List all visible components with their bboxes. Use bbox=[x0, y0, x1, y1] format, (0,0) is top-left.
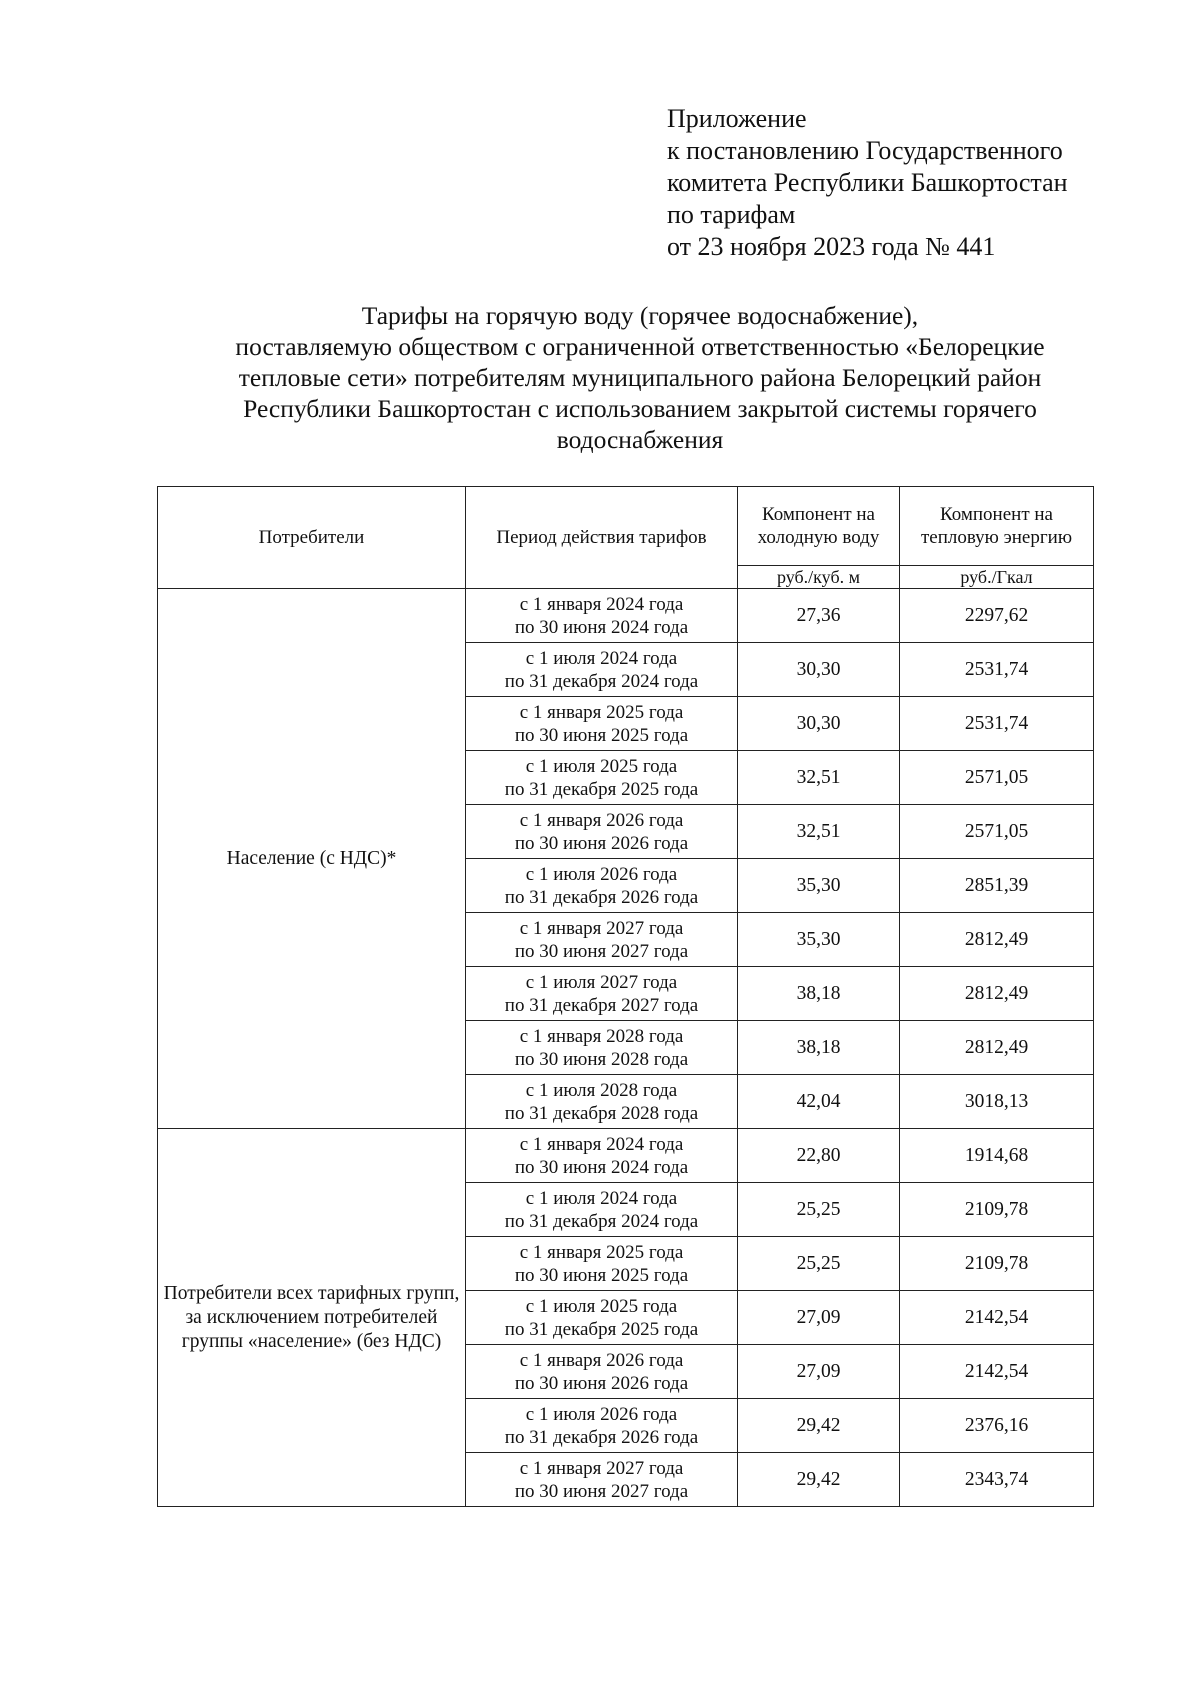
period-to: по 31 декабря 2024 года bbox=[504, 1210, 699, 1232]
appendix-line: по тарифам bbox=[667, 200, 796, 229]
consumer-group-cell: Население (с НДС)* bbox=[158, 589, 466, 1129]
cold-water-value: 29,42 bbox=[738, 1399, 900, 1453]
period-cell bbox=[466, 1075, 738, 1129]
cold-water-value: 38,18 bbox=[738, 967, 900, 1021]
thermal-value: 2142,54 bbox=[900, 1291, 1094, 1345]
header-cold-water-unit: руб./куб. м bbox=[738, 566, 900, 589]
period-cell bbox=[466, 859, 738, 913]
cold-water-value: 32,51 bbox=[738, 805, 900, 859]
period-cell bbox=[466, 805, 738, 859]
period-cell bbox=[466, 967, 738, 1021]
period-cell bbox=[466, 1237, 738, 1291]
period-from: с 1 января 2024 года bbox=[519, 593, 684, 615]
period-cell bbox=[466, 1021, 738, 1075]
period-from: с 1 июля 2025 года bbox=[525, 755, 678, 777]
period-to: по 31 декабря 2027 года bbox=[504, 994, 699, 1016]
period-cell bbox=[466, 697, 738, 751]
period-to: по 31 декабря 2025 года bbox=[504, 1318, 699, 1340]
period-cell bbox=[466, 1291, 738, 1345]
thermal-value: 2109,78 bbox=[900, 1183, 1094, 1237]
header-cold-water: Компонент на холодную воду bbox=[738, 487, 900, 566]
period-from: с 1 июля 2028 года bbox=[525, 1079, 678, 1101]
period-from: с 1 июля 2026 года bbox=[525, 863, 678, 885]
period-from: с 1 июля 2024 года bbox=[525, 647, 678, 669]
period-to: по 30 июня 2025 года bbox=[514, 724, 689, 746]
cold-water-value: 38,18 bbox=[738, 1021, 900, 1075]
period-cell bbox=[466, 751, 738, 805]
period-from: с 1 июля 2026 года bbox=[525, 1403, 678, 1425]
cold-water-value: 35,30 bbox=[738, 859, 900, 913]
period-from: с 1 января 2025 года bbox=[519, 1241, 684, 1263]
period-to: по 30 июня 2026 года bbox=[514, 832, 689, 854]
period-from: с 1 января 2027 года bbox=[519, 917, 684, 939]
cold-water-value: 42,04 bbox=[738, 1075, 900, 1129]
title-line: Тарифы на горячую воду (горячее водоснабжение), bbox=[361, 301, 919, 330]
thermal-value: 3018,13 bbox=[900, 1075, 1094, 1129]
appendix-line: к постановлению Государственного bbox=[667, 136, 1063, 165]
period-to: по 30 июня 2024 года bbox=[514, 616, 689, 638]
document-title bbox=[150, 300, 1130, 455]
period-from: с 1 января 2026 года bbox=[519, 809, 684, 831]
table-header-row bbox=[158, 487, 1094, 566]
title-line: поставляемую обществом с ограниченной ответственностью «Белорецкие bbox=[235, 332, 1045, 361]
period-cell bbox=[466, 589, 738, 643]
period-cell bbox=[466, 1399, 738, 1453]
period-from: с 1 января 2027 года bbox=[519, 1457, 684, 1479]
thermal-value: 2142,54 bbox=[900, 1345, 1094, 1399]
period-from: с 1 июля 2027 года bbox=[525, 971, 678, 993]
thermal-value: 2297,62 bbox=[900, 589, 1094, 643]
appendix-block bbox=[667, 103, 1167, 263]
appendix-line: Приложение bbox=[667, 104, 807, 133]
title-line: тепловые сети» потребителям муниципального района Белорецкий район bbox=[238, 363, 1042, 392]
header-thermal-unit: руб./Гкал bbox=[900, 566, 1094, 589]
period-to: по 30 июня 2026 года bbox=[514, 1372, 689, 1394]
thermal-value: 2376,16 bbox=[900, 1399, 1094, 1453]
header-period: Период действия тарифов bbox=[466, 487, 738, 589]
period-from: с 1 января 2026 года bbox=[519, 1349, 684, 1371]
thermal-value: 2812,49 bbox=[900, 1021, 1094, 1075]
appendix-line: от 23 ноября 2023 года № 441 bbox=[667, 232, 996, 261]
thermal-value: 1914,68 bbox=[900, 1129, 1094, 1183]
thermal-value: 2571,05 bbox=[900, 751, 1094, 805]
appendix-line: комитета Республики Башкортостан bbox=[667, 168, 1068, 197]
header-consumers: Потребители bbox=[158, 487, 466, 589]
cold-water-value: 29,42 bbox=[738, 1453, 900, 1507]
period-to: по 30 июня 2024 года bbox=[514, 1156, 689, 1178]
period-to: по 31 декабря 2025 года bbox=[504, 778, 699, 800]
cold-water-value: 27,09 bbox=[738, 1345, 900, 1399]
period-to: по 30 июня 2027 года bbox=[514, 940, 689, 962]
cold-water-value: 32,51 bbox=[738, 751, 900, 805]
period-from: с 1 июля 2024 года bbox=[525, 1187, 678, 1209]
period-to: по 31 декабря 2028 года bbox=[504, 1102, 699, 1124]
period-to: по 30 июня 2027 года bbox=[514, 1480, 689, 1502]
thermal-value: 2531,74 bbox=[900, 643, 1094, 697]
header-thermal: Компонент на тепловую энергию bbox=[900, 487, 1094, 566]
cold-water-value: 27,09 bbox=[738, 1291, 900, 1345]
cold-water-value: 27,36 bbox=[738, 589, 900, 643]
cold-water-value: 30,30 bbox=[738, 643, 900, 697]
thermal-value: 2812,49 bbox=[900, 913, 1094, 967]
period-cell bbox=[466, 1453, 738, 1507]
tariff-table bbox=[157, 486, 1094, 1507]
period-to: по 31 декабря 2024 года bbox=[504, 670, 699, 692]
consumer-group-cell: Потребители всех тарифных групп, за исключением потребителей группы «население» (без НДС) bbox=[158, 1129, 466, 1507]
title-line: Республики Башкортостан с использованием закрытой системы горячего bbox=[243, 394, 1037, 423]
thermal-value: 2343,74 bbox=[900, 1453, 1094, 1507]
thermal-value: 2851,39 bbox=[900, 859, 1094, 913]
cold-water-value: 30,30 bbox=[738, 697, 900, 751]
table-row bbox=[158, 1129, 1094, 1183]
cold-water-value: 25,25 bbox=[738, 1237, 900, 1291]
cold-water-value: 35,30 bbox=[738, 913, 900, 967]
period-from: с 1 января 2024 года bbox=[519, 1133, 684, 1155]
cold-water-value: 22,80 bbox=[738, 1129, 900, 1183]
period-from: с 1 января 2025 года bbox=[519, 701, 684, 723]
thermal-value: 2812,49 bbox=[900, 967, 1094, 1021]
period-to: по 30 июня 2028 года bbox=[514, 1048, 689, 1070]
cold-water-value: 25,25 bbox=[738, 1183, 900, 1237]
period-cell bbox=[466, 913, 738, 967]
period-cell bbox=[466, 1183, 738, 1237]
period-to: по 31 декабря 2026 года bbox=[504, 886, 699, 908]
thermal-value: 2571,05 bbox=[900, 805, 1094, 859]
thermal-value: 2531,74 bbox=[900, 697, 1094, 751]
period-from: с 1 января 2028 года bbox=[519, 1025, 684, 1047]
period-to: по 31 декабря 2026 года bbox=[504, 1426, 699, 1448]
period-cell bbox=[466, 1345, 738, 1399]
period-from: с 1 июля 2025 года bbox=[525, 1295, 678, 1317]
title-line: водоснабжения bbox=[556, 425, 724, 454]
table-row bbox=[158, 589, 1094, 643]
thermal-value: 2109,78 bbox=[900, 1237, 1094, 1291]
period-to: по 30 июня 2025 года bbox=[514, 1264, 689, 1286]
period-cell bbox=[466, 643, 738, 697]
period-cell bbox=[466, 1129, 738, 1183]
